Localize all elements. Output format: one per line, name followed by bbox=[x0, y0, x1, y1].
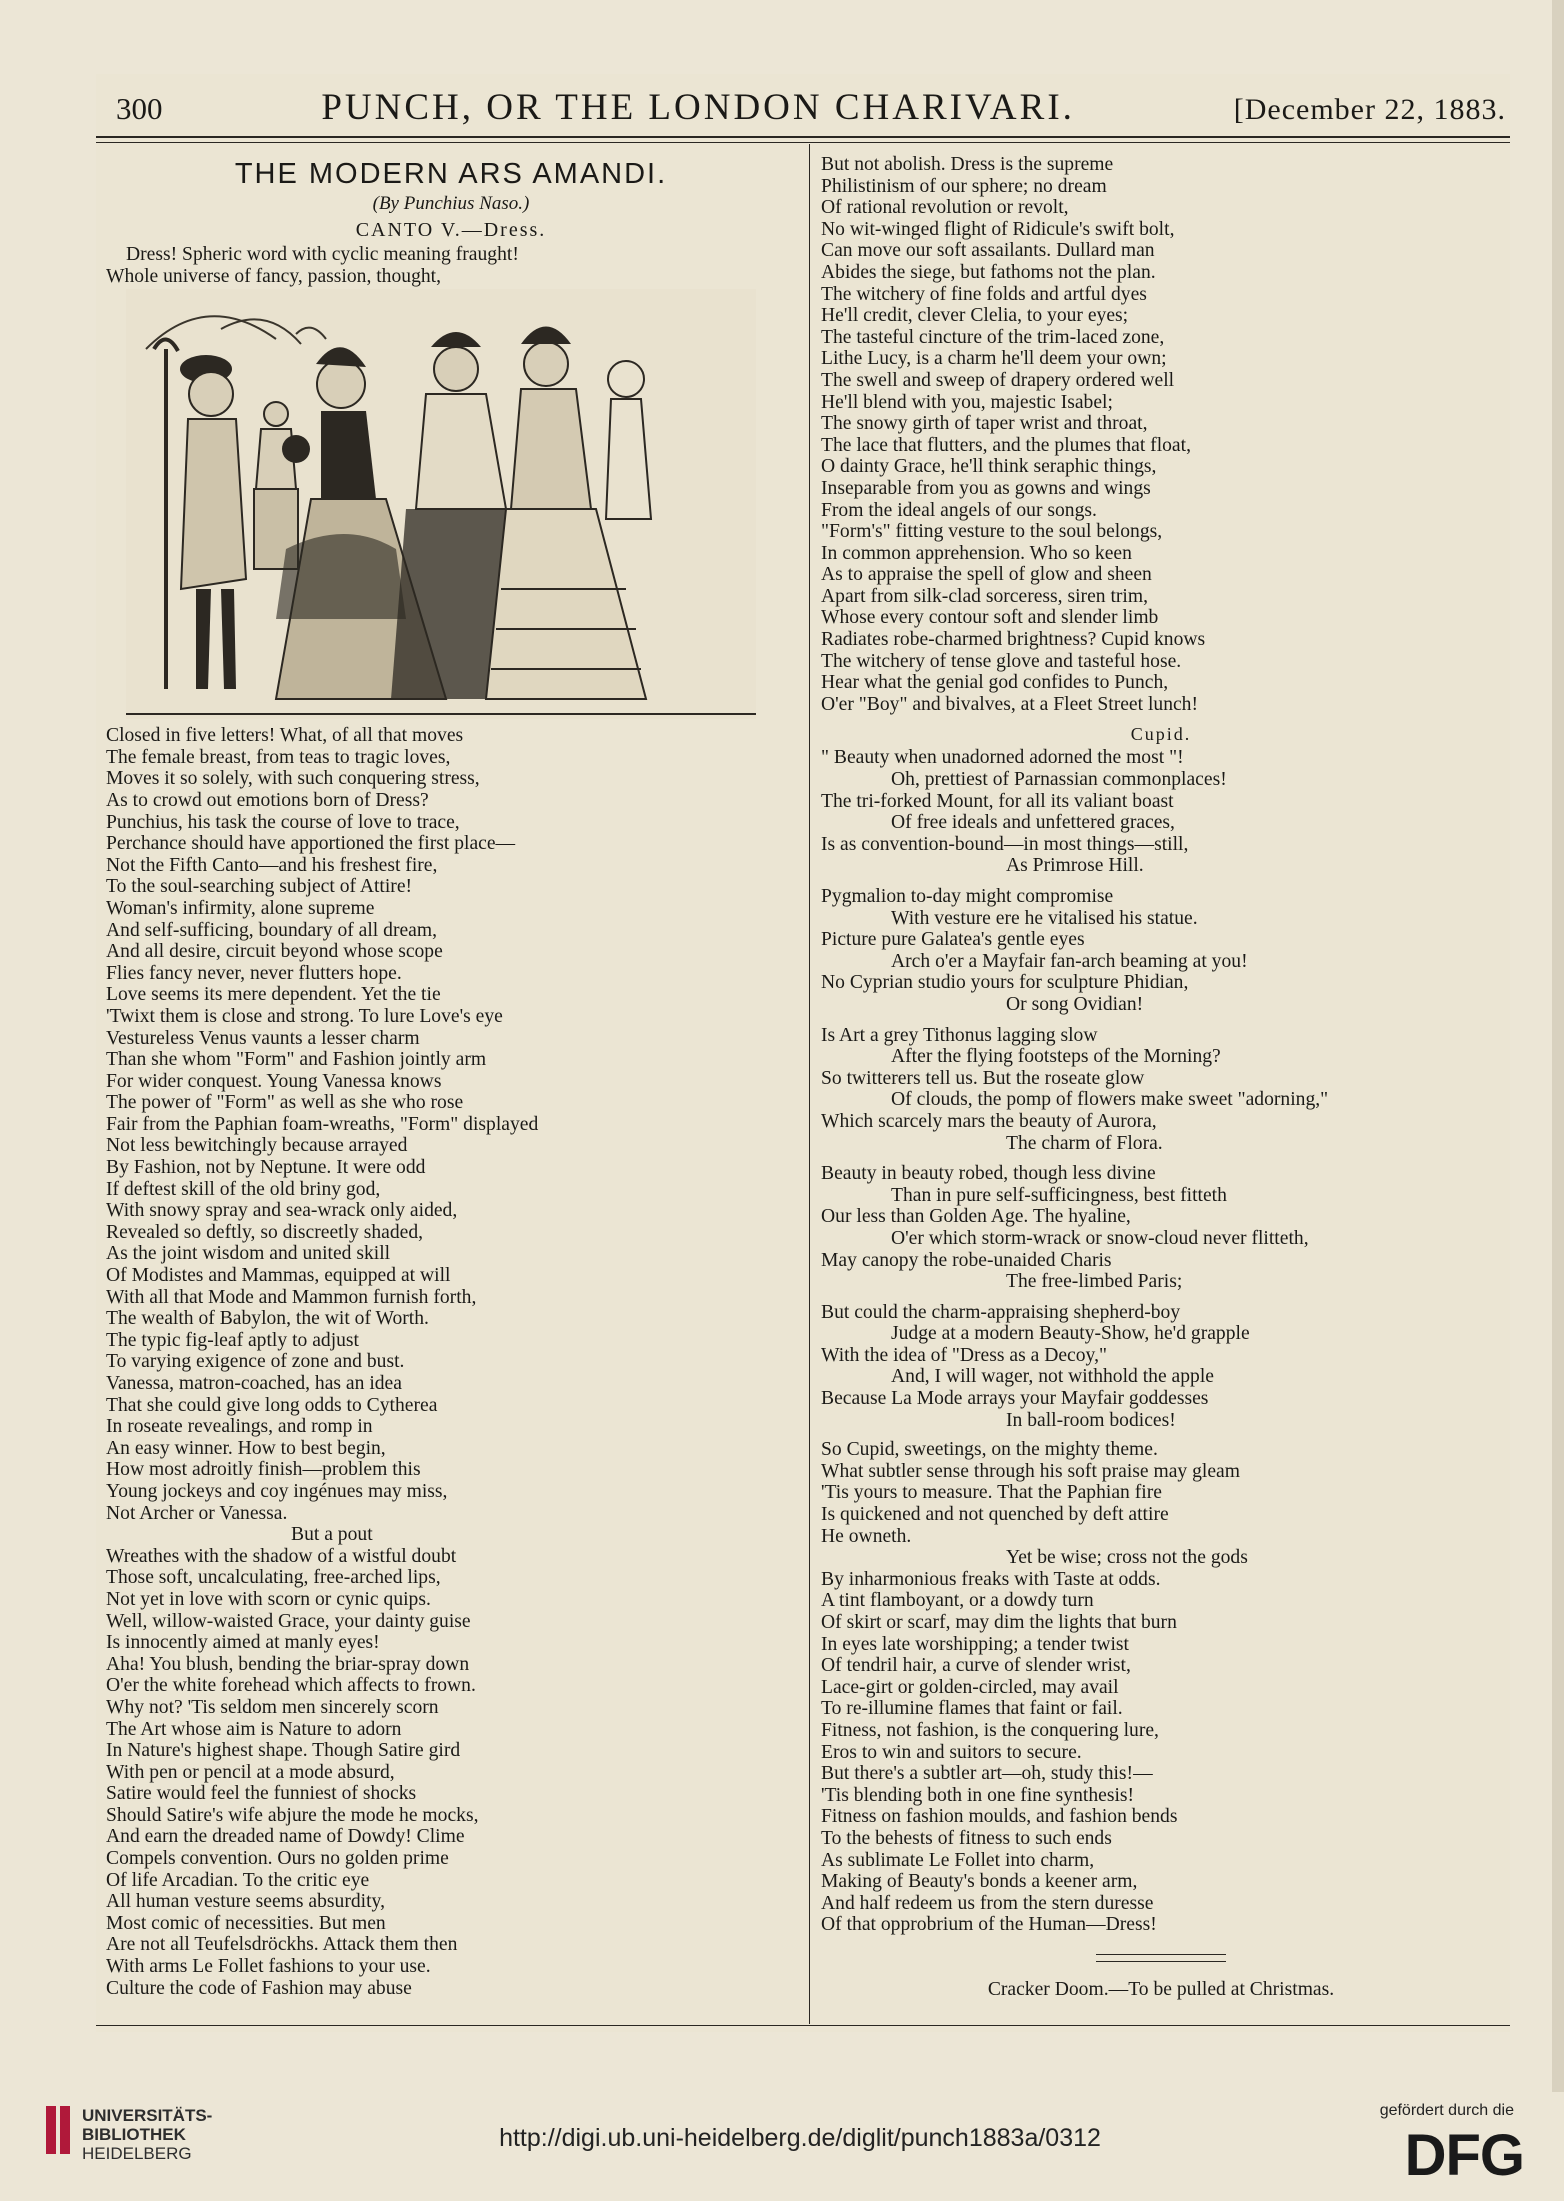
poem-line: Fitness, not fashion, is the conquering lure, bbox=[821, 1719, 1159, 1741]
poem-line: By Fashion, not by Neptune. It were odd bbox=[106, 1157, 426, 1179]
poem-line: Should Satire's wife abjure the mode he mocks, bbox=[106, 1804, 479, 1826]
poem-line: And half redeem us from the stern duresse bbox=[821, 1892, 1154, 1914]
poem-line: Moves it so solely, with such conquering stress, bbox=[106, 768, 480, 790]
poem-line: Pygmalion to-day might compromise bbox=[821, 886, 1114, 907]
poem-line: The tri-forked Mount, for all its valiant boast bbox=[821, 790, 1174, 812]
poem-line: With snowy spray and sea-wrack only aided, bbox=[106, 1200, 458, 1222]
poem-line: 'Twixt them is close and strong. To lure Love's eye bbox=[106, 1005, 503, 1027]
poem-line: And all desire, circuit beyond whose scope bbox=[106, 941, 443, 963]
poem-line: Love seems its mere dependent. Yet the tie bbox=[106, 984, 441, 1006]
poem-line: Which scarcely mars the beauty of Aurora, bbox=[821, 1110, 1157, 1132]
poem-line: To the behests of fitness to such ends bbox=[821, 1827, 1112, 1849]
canto-heading: CANTO V.—Dress. bbox=[355, 219, 547, 241]
poem-line: A tint flamboyant, or a dowdy turn bbox=[821, 1590, 1094, 1612]
poem-line: Flies fancy never, never flutters hope. bbox=[106, 962, 402, 984]
poem-line: That she could give long odds to Cytherea bbox=[106, 1394, 438, 1416]
poem-line: An easy winner. How to best begin, bbox=[106, 1437, 386, 1459]
poem-line: With arms Le Follet fashions to your use. bbox=[106, 1956, 431, 1978]
poem-line: O'er which storm-wrack or snow-cloud never flitteth, bbox=[891, 1227, 1309, 1249]
poem-line: To the soul-searching subject of Attire! bbox=[106, 876, 413, 898]
source-url[interactable]: http://digi.ub.uni-heidelberg.de/diglit/punch1883a/0312 bbox=[499, 2124, 1101, 2152]
poem-line: With pen or pencil at a mode absurd, bbox=[106, 1761, 395, 1783]
poem-line: As the joint wisdom and united skill bbox=[106, 1243, 391, 1265]
stanza bbox=[821, 1163, 1501, 1293]
poem-line: Young jockeys and coy ingénues may miss, bbox=[106, 1480, 448, 1502]
poem-line: And earn the dreaded name of Dowdy! Clime bbox=[106, 1826, 465, 1848]
poem-closing bbox=[821, 1439, 1501, 1936]
poem-line: Lace-girt or golden-circled, may avail bbox=[821, 1676, 1119, 1698]
poem-line: Wreathes with the shadow of a wistful doubt bbox=[106, 1545, 457, 1567]
poem-line: Of life Arcadian. To the critic eye bbox=[106, 1869, 370, 1891]
poem-line: 'Tis blending both in one fine synthesis! bbox=[821, 1784, 1135, 1806]
header-rule-thin bbox=[96, 142, 1510, 143]
stanza bbox=[821, 886, 1501, 1016]
poem-line: But not abolish. Dress is the supreme bbox=[821, 154, 1114, 175]
poem-line: In ball-room bodices! bbox=[1006, 1409, 1176, 1431]
poem-line: Judge at a modern Beauty-Show, he'd grapple bbox=[891, 1323, 1250, 1345]
poem-line: O'er "Boy" and bivalves, at a Fleet Street lunch! bbox=[821, 693, 1199, 715]
cupid-heading: Cupid. bbox=[1130, 724, 1192, 745]
poem-line: Closed in five letters! What, of all that moves bbox=[106, 725, 464, 747]
poem-line: From the ideal angels of our songs. bbox=[821, 499, 1097, 521]
funder-logo[interactable]: DFG bbox=[1404, 2123, 1524, 2188]
stanza bbox=[821, 747, 1501, 877]
poem-line: Fitness on fashion moulds, and fashion bends bbox=[821, 1806, 1178, 1828]
poem-line: The witchery of fine folds and artful dyes bbox=[821, 283, 1147, 305]
poem-line: He'll credit, clever Clelia, to your eyes; bbox=[821, 305, 1129, 327]
poem-line: Is innocently aimed at manly eyes! bbox=[106, 1632, 380, 1654]
poem-line: Making of Beauty's bonds a keener arm, bbox=[821, 1871, 1138, 1893]
poem-line: What subtler sense through his soft praise may gleam bbox=[821, 1460, 1240, 1482]
poem-line: By inharmonious freaks with Taste at odds. bbox=[821, 1568, 1161, 1590]
poem-line: The female breast, from teas to tragic loves, bbox=[106, 746, 451, 768]
poem-line: Of skirt or scarf, may dim the lights that burn bbox=[821, 1612, 1177, 1633]
poem-line: Not Archer or Vanessa. bbox=[106, 1502, 288, 1524]
poem-line: In eyes late worshipping; a tender twist bbox=[821, 1633, 1129, 1655]
poem-line: So Cupid, sweetings, on the mighty theme. bbox=[821, 1439, 1158, 1461]
scan-edge bbox=[1552, 0, 1564, 2092]
poem-body-right bbox=[821, 154, 1501, 715]
poem-line: Culture the code of Fashion may abuse bbox=[106, 1977, 412, 1999]
header-rule bbox=[96, 136, 1510, 138]
poem-line: Oh, prettiest of Parnassian commonplaces! bbox=[891, 769, 1227, 791]
page-number: 300 bbox=[116, 91, 163, 126]
poem-line: The charm of Flora. bbox=[1006, 1132, 1163, 1154]
article-title: THE MODERN ARS AMANDI. bbox=[234, 158, 668, 190]
funding-label: gefördert durch die bbox=[1379, 2102, 1514, 2119]
poem-line: With all that Mode and Mammon furnish forth, bbox=[106, 1286, 477, 1308]
issue-date: [December 22, 1883. bbox=[1233, 93, 1506, 126]
poem-line: To varying exigence of zone and bust. bbox=[106, 1351, 405, 1373]
poem-line: All human vesture seems absurdity, bbox=[106, 1891, 385, 1913]
poem-line: As to appraise the spell of glow and sheen bbox=[821, 564, 1152, 586]
poem-line: Are not all Teufelsdröckhs. Attack them then bbox=[106, 1934, 458, 1956]
cupid-song bbox=[821, 747, 1501, 1431]
poem-line: Most comic of necessities. But men bbox=[106, 1912, 386, 1934]
poem-line: 'Tis yours to measure. That the Paphian fire bbox=[821, 1482, 1162, 1504]
poem-line: Aha! You blush, bending the briar-spray down bbox=[106, 1653, 470, 1675]
poem-line: O dainty Grace, he'll think seraphic things, bbox=[821, 456, 1157, 478]
stanza bbox=[821, 1302, 1501, 1432]
poem-line: Whole universe of fancy, passion, thought, bbox=[106, 265, 442, 287]
poem-line: Of free ideals and unfettered graces, bbox=[891, 812, 1175, 834]
poem-line: But could the charm-appraising shepherd-boy bbox=[821, 1301, 1181, 1323]
poem-line: In Nature's highest shape. Though Satire gird bbox=[106, 1740, 461, 1762]
poem-line: As Primrose Hill. bbox=[1006, 855, 1144, 877]
poem-line: Of clouds, the pomp of flowers make sweet "adorning," bbox=[891, 1089, 1329, 1111]
poem-line: As to crowd out emotions born of Dress? bbox=[106, 789, 429, 811]
poem-line: Than in pure self-sufficingness, best fitteth bbox=[891, 1184, 1227, 1206]
poem-line: Not the Fifth Canto—and his freshest fire, bbox=[106, 854, 438, 876]
poem-line: Than she whom "Form" and Fashion jointly arm bbox=[106, 1049, 487, 1071]
poem-line: " Beauty when unadorned adorned the most "! bbox=[821, 747, 1184, 769]
poem-line: Yet be wise; cross not the gods bbox=[1006, 1547, 1248, 1569]
poem-line: Woman's infirmity, alone supreme bbox=[106, 897, 375, 919]
poem-line: Punchius, his task the course of love to trace, bbox=[106, 811, 460, 833]
poem-line: He'll blend with you, majestic Isabel; bbox=[821, 391, 1113, 413]
poem-line: For wider conquest. Young Vanessa knows bbox=[106, 1070, 442, 1092]
poem-line: Satire would feel the funniest of shocks bbox=[106, 1783, 417, 1805]
poem-line: Whose every contour soft and slender limb bbox=[821, 607, 1159, 629]
poem-line: Hear what the genial god confides to Punch, bbox=[821, 672, 1169, 694]
poem-line: Radiates robe-charmed brightness? Cupid knows bbox=[821, 629, 1206, 651]
poem-line: Of Modistes and Mammas, equipped at will bbox=[106, 1265, 451, 1287]
poem-line: Vanessa, matron-coached, has an idea bbox=[106, 1373, 402, 1394]
poem-line: How most adroitly finish—problem this bbox=[106, 1459, 421, 1481]
footer-note: Cracker Doom.—To be pulled at Christmas. bbox=[987, 1978, 1335, 2000]
masthead: PUNCH, OR THE LONDON CHARIVARI. bbox=[321, 87, 1075, 128]
poem-line: Inseparable from you as gowns and wings bbox=[821, 477, 1151, 499]
poem-line: Fair from the Paphian foam-wreaths, "Form" displayed bbox=[106, 1113, 539, 1135]
byline: (By Punchius Naso.) bbox=[372, 193, 530, 214]
poem-line: As sublimate Le Follet into charm, bbox=[821, 1849, 1095, 1871]
poem-line: In common apprehension. Who so keen bbox=[821, 542, 1132, 564]
newspaper-page bbox=[96, 74, 1510, 2032]
poem-line: Compels convention. Ours no golden prime bbox=[106, 1848, 449, 1870]
poem-line: Of that opprobrium of the Human—Dress! bbox=[821, 1914, 1157, 1936]
poem-line: Lithe Lucy, is a charm he'll deem your own; bbox=[821, 348, 1167, 370]
poem-line: Of tendril hair, a curve of slender wrist, bbox=[821, 1655, 1131, 1677]
poem-line: Eros to win and suitors to secure. bbox=[821, 1741, 1082, 1763]
poem-line: No Cyprian studio yours for sculpture Phidian, bbox=[821, 972, 1189, 994]
illustration-drawing bbox=[126, 289, 756, 719]
poem-line: The lace that flutters, and the plumes that float, bbox=[821, 434, 1191, 456]
poem-line: The snowy girth of taper wrist and throat, bbox=[821, 413, 1148, 435]
poem-line: Not less bewitchingly because arrayed bbox=[106, 1135, 408, 1157]
poem-body-left bbox=[106, 725, 796, 1999]
poem-line: No wit-winged flight of Ridicule's swift bolt, bbox=[821, 218, 1175, 240]
poem-line: The Art whose aim is Nature to adorn bbox=[106, 1718, 402, 1740]
poem-line: The tasteful cincture of the trim-laced zone, bbox=[821, 326, 1165, 348]
digitization-footer bbox=[0, 2092, 1564, 2201]
left-column bbox=[106, 154, 796, 1999]
library-logo[interactable] bbox=[46, 2106, 212, 2163]
poem-line: Well, willow-waisted Grace, your dainty guise bbox=[106, 1610, 471, 1632]
column-divider bbox=[809, 144, 810, 2024]
poem-line: Our less than Golden Age. The hyaline, bbox=[821, 1206, 1131, 1228]
poem-line: Is quickened and not quenched by deft attire bbox=[821, 1504, 1169, 1526]
poem-line: Of rational revolution or revolt, bbox=[821, 197, 1069, 219]
poem-line: Perchance should have apportioned the first place— bbox=[106, 833, 516, 855]
boy-figure bbox=[154, 340, 246, 690]
poem-line: With vesture ere he vitalised his statue. bbox=[891, 907, 1198, 929]
poem-line: The swell and sweep of drapery ordered well bbox=[821, 369, 1175, 391]
poem-line: So twitterers tell us. But the roseate glow bbox=[821, 1067, 1145, 1089]
right-column bbox=[821, 154, 1501, 2002]
ornamental-rule bbox=[1096, 1954, 1226, 1962]
library-emblem-icon bbox=[46, 2106, 72, 2154]
poem-line: Apart from silk-clad sorceress, siren trim, bbox=[821, 585, 1149, 607]
poem-line: Not yet in love with scorn or cynic quips. bbox=[106, 1588, 431, 1610]
poem-line: He owneth. bbox=[821, 1525, 912, 1547]
poem-line: "Form's" fitting vesture to the soul belongs, bbox=[821, 521, 1163, 543]
poem-line: Those soft, uncalculating, free-arched lips, bbox=[106, 1567, 441, 1589]
poem-line: In roseate revealings, and romp in bbox=[106, 1416, 373, 1438]
poem-line: Beauty in beauty robed, though less divine bbox=[821, 1163, 1156, 1185]
poem-line: To re-illumine flames that faint or fail. bbox=[821, 1698, 1123, 1720]
poem-line: The wealth of Babylon, the wit of Worth. bbox=[106, 1308, 429, 1330]
poem-line: Revealed so deftly, so discreetly shaded, bbox=[106, 1221, 424, 1243]
poem-line: Because La Mode arrays your Mayfair goddesses bbox=[821, 1388, 1209, 1410]
page-header bbox=[116, 86, 1506, 138]
stanza bbox=[821, 1025, 1501, 1155]
poem-line: May canopy the robe-unaided Charis bbox=[821, 1249, 1112, 1271]
poem-line: But a pout bbox=[291, 1524, 373, 1546]
poem-line: Picture pure Galatea's gentle eyes bbox=[821, 929, 1085, 951]
poem-line: But there's a subtler art—oh, study this!— bbox=[821, 1763, 1153, 1785]
poem-line: The power of "Form" as well as she who rose bbox=[106, 1092, 464, 1114]
poem-line: Arch o'er a Mayfair fan-arch beaming at you! bbox=[891, 950, 1248, 972]
poem-line: Or song Ovidian! bbox=[1006, 993, 1144, 1015]
poem-line: The witchery of tense glove and tasteful hose. bbox=[821, 650, 1182, 672]
poem-line: O'er the white forehead which affects to frown. bbox=[106, 1675, 476, 1697]
poem-line: If deftest skill of the old briny god, bbox=[106, 1178, 381, 1200]
poem-line: Is Art a grey Tithonus lagging slow bbox=[821, 1024, 1098, 1046]
poem-line: And, I will wager, not withhold the apple bbox=[891, 1366, 1214, 1388]
library-name: UNIVERSITÄTS- BIBLIOTHEK HEIDELBERG bbox=[82, 2106, 213, 2163]
poem-line: Abides the siege, but fathoms not the plan. bbox=[821, 261, 1156, 283]
poem-line: Can move our soft assailants. Dullard man bbox=[821, 240, 1155, 262]
poem-line: After the flying footsteps of the Morning? bbox=[891, 1046, 1221, 1068]
poem-line: The free-limbed Paris; bbox=[1006, 1271, 1183, 1293]
poem-line: Dress! Spheric word with cyclic meaning fraught! bbox=[126, 244, 519, 265]
poem-line: Philistinism of our sphere; no dream bbox=[821, 175, 1107, 197]
illustration bbox=[126, 289, 756, 719]
poem-line: The typic fig-leaf aptly to adjust bbox=[106, 1329, 360, 1351]
poem-line: And self-sufficing, boundary of all dream, bbox=[106, 919, 438, 941]
poem-line: Is as convention-bound—in most things—still, bbox=[821, 833, 1189, 855]
poem-line: Vestureless Venus vaunts a lesser charm bbox=[106, 1027, 420, 1049]
poem-line: With the idea of "Dress as a Decoy," bbox=[821, 1344, 1107, 1366]
page-bottom-rule bbox=[96, 2025, 1510, 2026]
poem-line: Why not? 'Tis seldom men sincerely scorn bbox=[106, 1696, 439, 1718]
